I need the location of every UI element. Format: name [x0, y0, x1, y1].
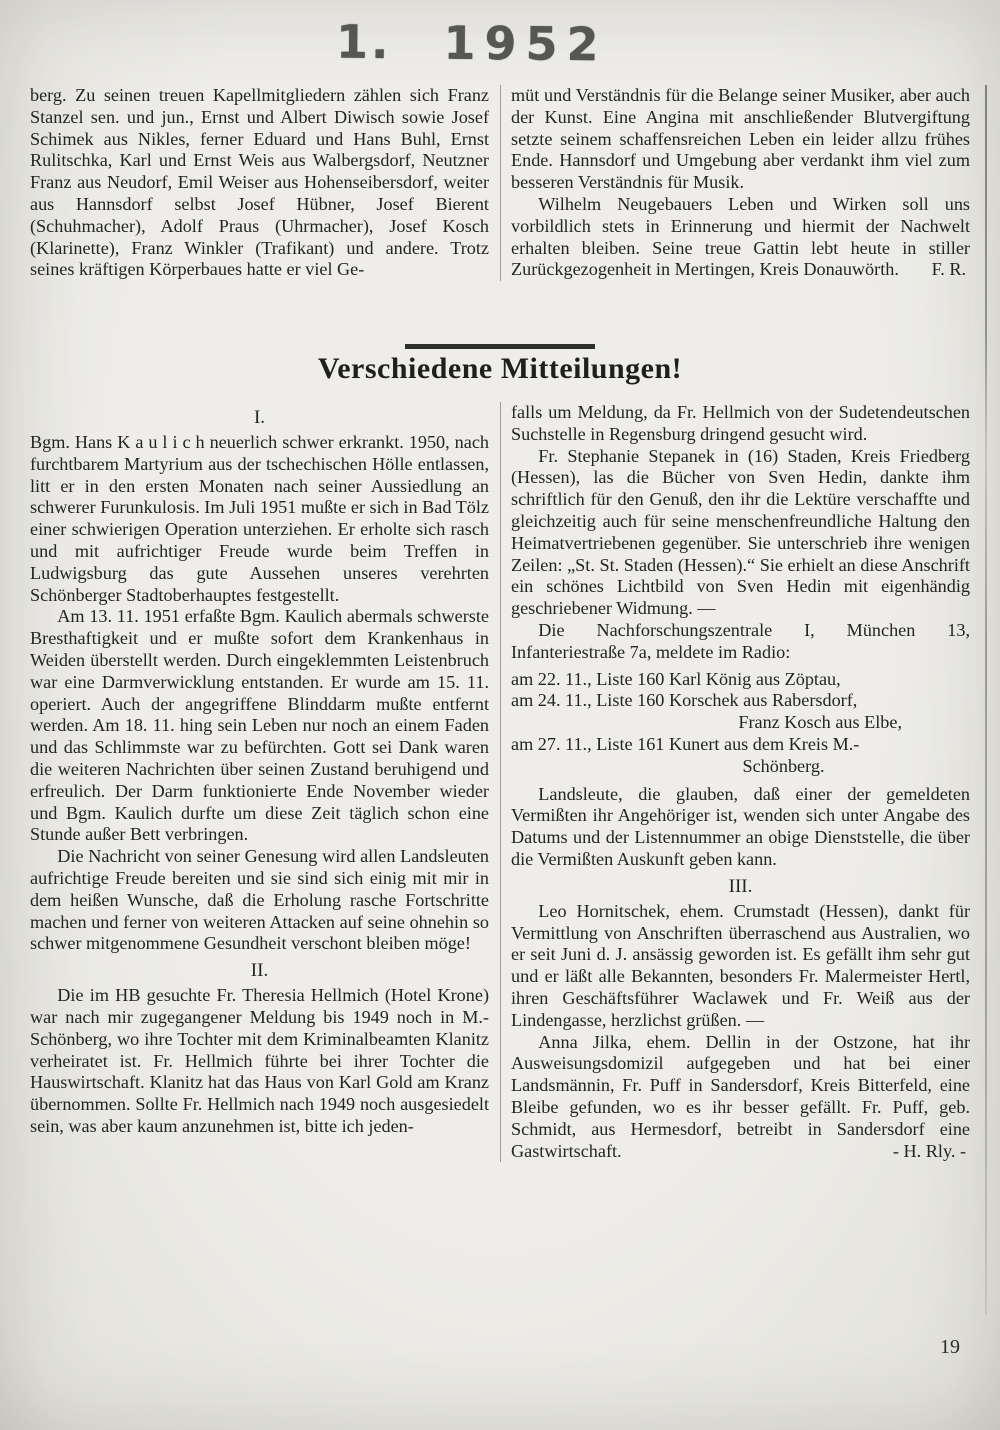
radio-list-item: am 22. 11., Liste 160 Karl König aus Zöptau, — [511, 668, 841, 689]
section-divider-rule — [405, 344, 595, 349]
column-divider-rule — [500, 85, 501, 281]
radio-list-item: am 27. 11., Liste 161 Kunert aus dem Kreis M.- — [511, 733, 860, 754]
paragraph-text: Anna Jilka, ehem. Dellin in der Ostzone, hat ihr Ausweisungsdomizil aufgegeben und hat bei einer Landsmännin, Fr. Puff in Sandersdorf, Kreis Bitterfeld, eine Bleibe gefunden, wo es ihr besser gefällt. Fr. Puff, geb. Schmidt, aus Hermesdorf, betreibt in Sandersdorf eine Gastwirtschaft. — [511, 1031, 970, 1161]
top-left-column — [30, 85, 489, 281]
main-right-column — [511, 402, 970, 1162]
column-divider-rule — [500, 402, 501, 1162]
author-initials: F. R. — [931, 259, 966, 280]
radio-list-item: am 24. 11., Liste 160 Korschek aus Rabersdorf, — [511, 690, 858, 711]
radio-list-item: Franz Kosch aus Elbe, — [738, 712, 902, 733]
issue-number: 1. — [335, 14, 392, 70]
paragraph-text: Wilhelm Neugebauers Leben und Wirken soll uns vorbildlich stets in Erinnerung und hiermit der Nachwelt erhalten bleiben. Seine treue Gattin lebt heute in stiller Zurückgezogenheit in Mertingen, Kreis Donauwörth. — [511, 193, 970, 280]
section-heading-3: III. — [728, 875, 753, 897]
paragraph: Leo Hornitschek, ehem. Crumstadt (Hessen), dankt für Vermittlung von Anschriften überraschend aus Australien, wo er seit Juni d. J. ansässig geworden ist. Es gefällt ihm sehr gut und er läßt alle Bekannten, besonders Fr. Malermeister Hertl, ihren Geschäftsführer Waclawek und Fr. Weiß aus der Lindengasse, herzlichst grüßen. — — [511, 900, 970, 1030]
issue-year: 1952 — [443, 15, 608, 72]
page-edge-scan-line — [985, 85, 987, 1315]
issue-date-stamp — [336, 15, 608, 72]
paragraph: Die Nachforschungszentrale I, München 13, Infanteriestraße 7a, meldete im Radio: — [511, 619, 970, 662]
paragraph: Bgm. Hans K a u l i c h neuerlich schwer erkrankt. 1950, nach furchtbarem Martyrium aus der tschechischen Hölle entlassen, litt er in den ersten Monaten nach seiner Aussiedlung an schwerer Furunkulosis. Im Juli 1951 mußte er sich in Bad Tölz einer schwierigen Operation unterziehen. Er erholte sich rasch und mit aufrichtiger Freude wurde beim Treffen in Ludwigsburg das gute Aussehen unseres verehrten Schönberger Stadtoberhauptes festgestellt. — [30, 432, 489, 605]
paragraph — [511, 1032, 970, 1163]
paragraph: berg. Zu seinen treuen Kapellmitgliedern zählen sich Franz Stanzel sen. und jun., Ernst und Albert Diwisch sowie Josef Schimek aus Nikles, ferner Eduard und Hans Buhl, Ernst Rulitschka, Karl und Ernst Weis aus Walbergsdorf, Neutzner Franz aus Neudorf, Emil Weiser aus Hohenseibersdorf, weiter aus Hannsdorf selbst Josef Hübner, Josef Bierent (Schuhmacher), Adolf Praus (Uhrmacher), Josef Kosch (Klarinette), Franz Winkler (Trafikant) und andere. Trotz seines kräftigen Körperbaues hatte er viel Ge- — [30, 85, 489, 280]
paragraph: falls um Meldung, da Fr. Hellmich von der Sudetendeutschen Suchstelle in Regensburg dringend gesucht wird. — [511, 402, 970, 444]
radio-list-item: Schönberg. — [742, 755, 825, 776]
main-left-column — [30, 402, 489, 1162]
paragraph — [511, 194, 970, 281]
paragraph: Fr. Stephanie Stepanek in (16) Staden, Kreis Friedberg (Hessen), las die Bücher von Sven Hedin, dankte ihm schriftlich für den Genuß, den ihr die Lektüre verschaffte und gleichzeitig auch für seine menschenfreundliche Haltung den Heimatvertriebenen gegenüber. Sie unterschrieb ihre wenigen Zeilen: „St. St. Staden (Hessen).“ Sie erhielt an diese Anschrift ein schönes Lichtbild von Sven Hedin mit eigenhändig geschriebener Widmung. — — [511, 445, 970, 619]
top-right-column — [511, 85, 970, 281]
top-article-columns — [30, 85, 970, 281]
paragraph: müt und Verständnis für die Belange seiner Musiker, aber auch der Kunst. Eine Angina mit anschließender Blutvergiftung setzte seinem schaffensreichen Leben ein leider allzu frühes Ende. Hannsdorf und Umgebung aber verdankt ihm viel zum besseren Verständnis für Musik. — [511, 85, 970, 193]
section-heading-1: I. — [253, 407, 266, 428]
section-heading-2: II. — [250, 960, 269, 982]
page-number: 19 — [940, 1336, 960, 1358]
paragraph: Am 13. 11. 1951 erfaßte Bgm. Kaulich abermals schwerste Bresthaftigkeit und er mußte sofort dem Krankenhaus in Weiden überstellt werden. Durch eingeklemmten Leistenbruch war eine Darmverwicklung entstanden. Er wurde am 15. 11. operiert. Auch der angegriffene Blinddarm mußte entfernt werden. Am 18. 11. hing sein Leben nur noch an einem Faden und das Schlimmste war zu befürchten. Gott sei Dank waren die weiteren Nachrichten über seinen Zustand beruhigend und erfreulich. Der Darm funktionierte Ende November wieder und Bgm. Kaulich durfte um diese Zeit täglich schon eine Stunde außer Bett verbringen. — [30, 606, 489, 845]
author-initials: - H. Rly. - — [892, 1140, 966, 1161]
article-heading: Verschiedene Mitteilungen! — [317, 352, 683, 385]
radio-announcement-list — [511, 669, 970, 778]
paragraph: Die im HB gesuchte Fr. Theresia Hellmich (Hotel Krone) war nach mir zugegangener Meldung bis 1949 noch in M.-Schönberg, wo ihre Tochter mit dem Kriminalbeamten Klanitz verheiratet ist. Fr. Hellmich führte bei ihrer Tochter die Hauswirtschaft. Klanitz hat das Haus von Karl Gold am Kranz übernommen. Sollte Fr. Hellmich nach 1949 noch ausgesiedelt sein, was aber kaum anzunehmen ist, bitte ich jeden- — [30, 985, 489, 1136]
paragraph: Landsleute, die glauben, daß einer der gemeldeten Vermißten ihr Angehöriger ist, wenden sich unter Angabe des Datums und der Listennummer an obige Dienststelle, die über die Vermißten Auskunft geben kann. — [511, 783, 970, 869]
mitteilungen-columns — [30, 402, 970, 1162]
paragraph: Die Nachricht von seiner Genesung wird allen Landsleuten aufrichtige Freude bereiten und sie sind sich einig mit mir in dem heißen Wunsche, daß die Erholung rasche Fortschritte machen und ferner von weiteren Attacken auf seine ohnehin so schwer mitgenommene Gesundheit verschont bleiben möge! — [30, 846, 489, 954]
